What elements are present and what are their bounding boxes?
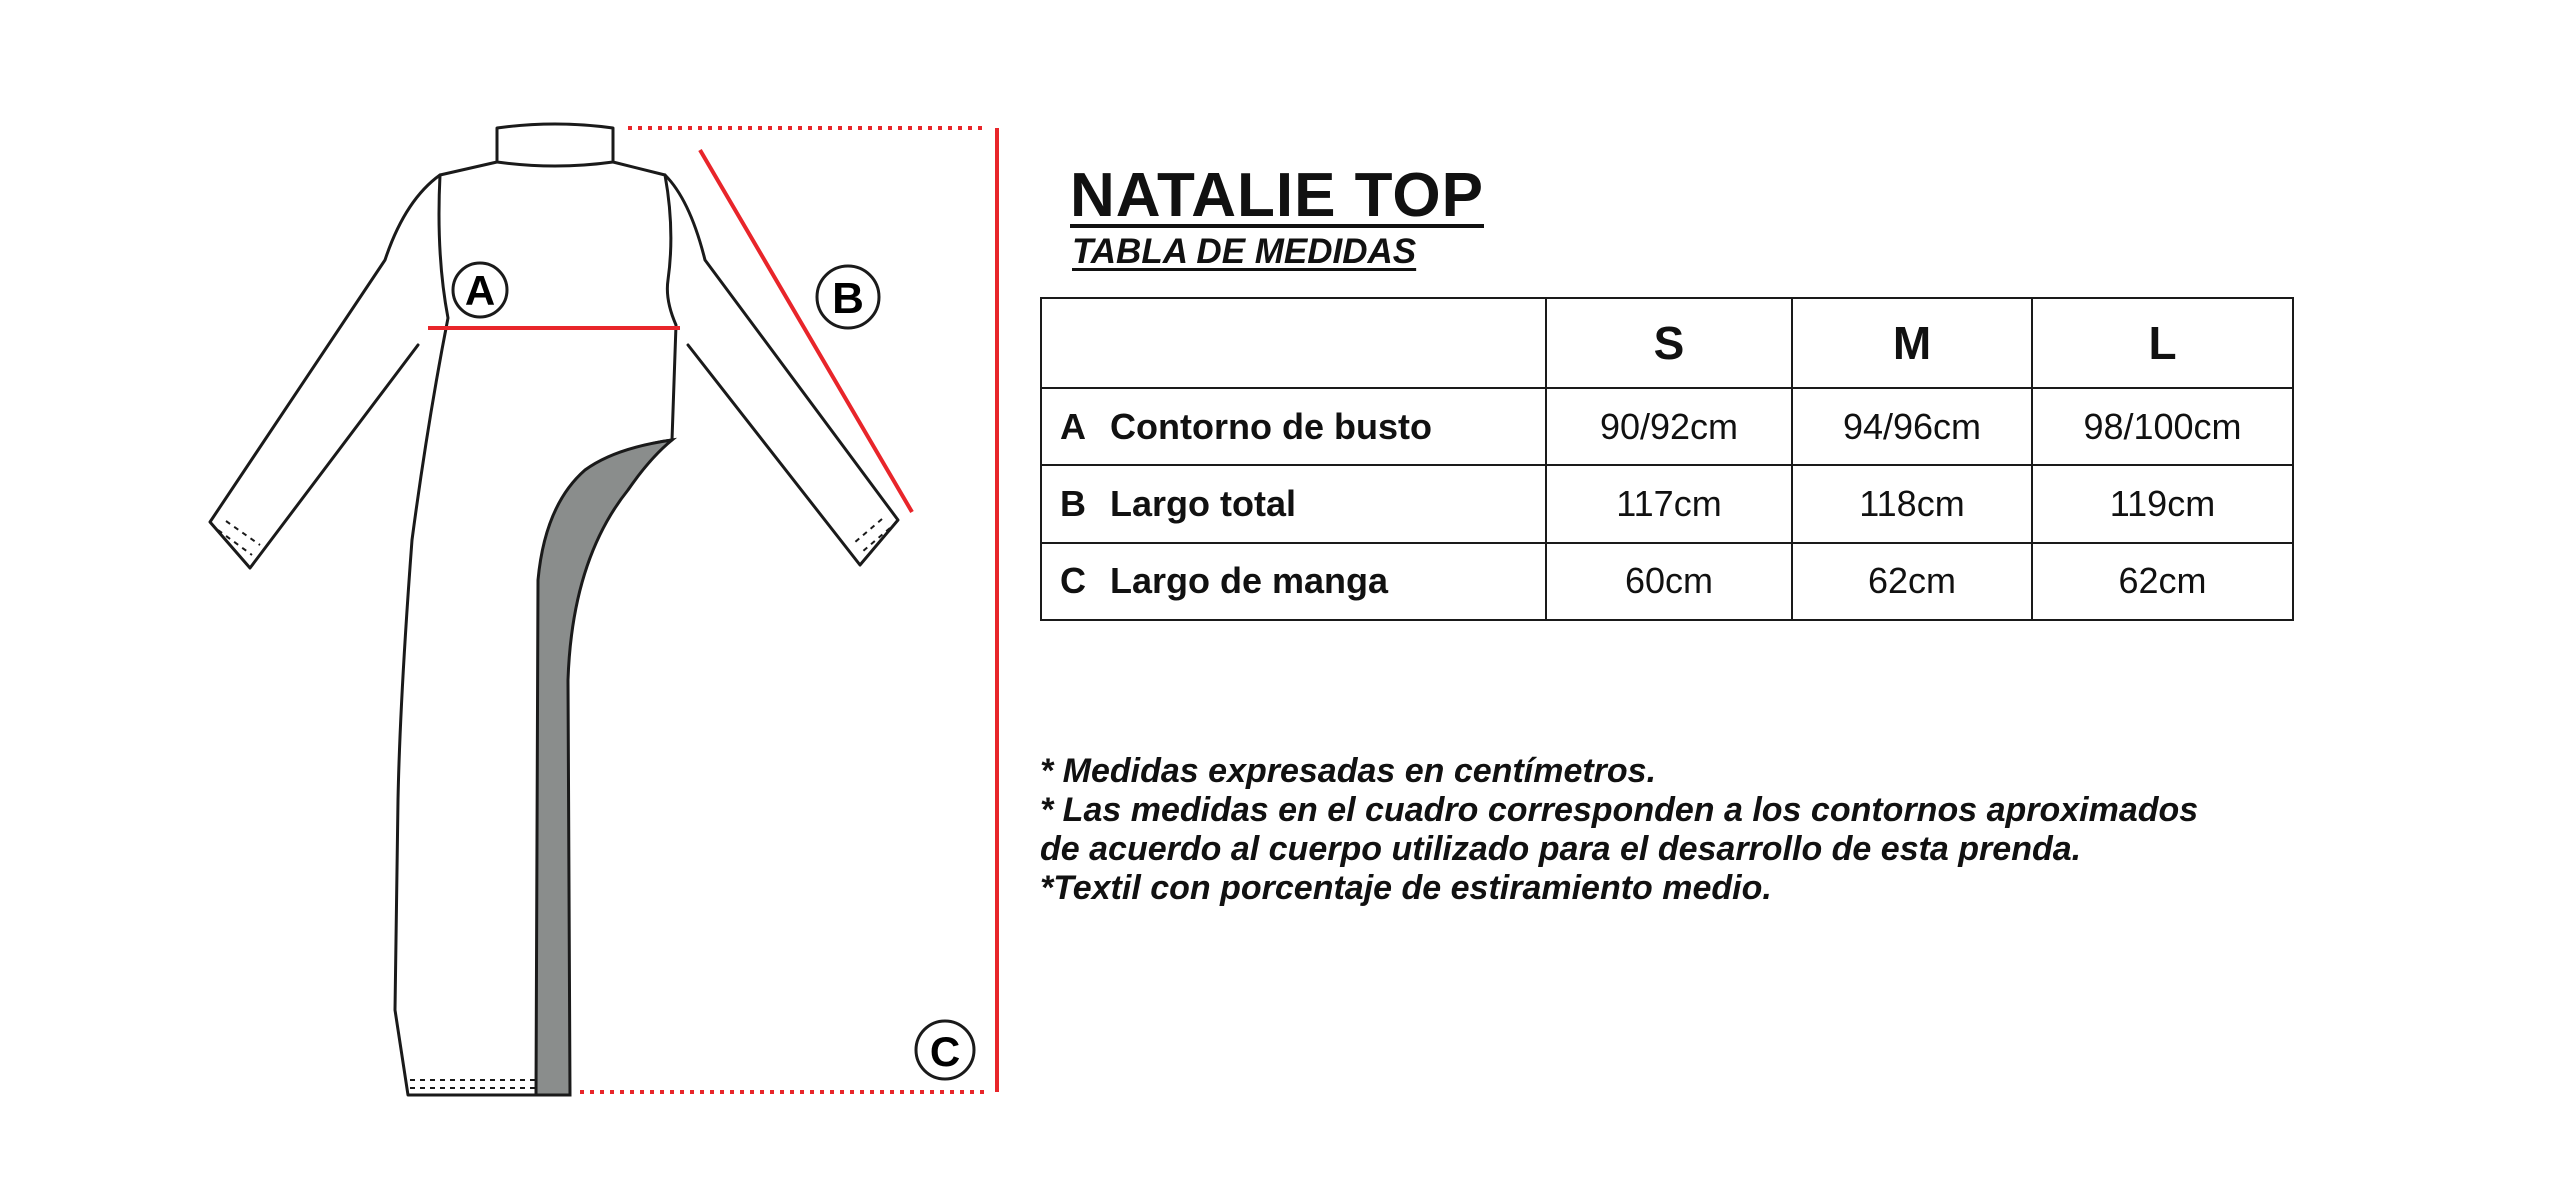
- marker-c: [916, 1021, 974, 1079]
- svg-text:B: B: [832, 274, 864, 323]
- cell-value: 119cm: [2032, 465, 2293, 542]
- collar-outline: [497, 124, 613, 166]
- svg-text:A: A: [464, 267, 496, 314]
- note-line: * Las medidas en el cuadro corresponden a los contornos aproximados de acuerdo al cuerpo utilizado para el desarrollo de esta prenda.: [1040, 791, 2199, 868]
- left-sleeve-outline: [210, 175, 440, 568]
- row-label-text: Largo de manga: [1110, 560, 1389, 602]
- header-size-l: L: [2032, 298, 2293, 388]
- garment-diagram: [0, 0, 1040, 1177]
- marker-b: [817, 266, 879, 328]
- row-label-text: Contorno de busto: [1110, 405, 1432, 447]
- row-letter: B: [1060, 482, 1086, 524]
- slit-panel: [536, 440, 672, 1095]
- header-empty: [1041, 298, 1546, 388]
- cell-value: 62cm: [1792, 543, 2032, 620]
- cell-value: 62cm: [2032, 543, 2293, 620]
- size-header-row: [1041, 298, 2293, 388]
- cell-value: 90/92cm: [1546, 388, 1792, 465]
- note-line: *Textil con porcentaje de estiramiento medio.: [1040, 869, 1772, 907]
- row-label: [1041, 543, 1546, 620]
- note-line: * Medidas expresadas en centímetros.: [1040, 752, 1657, 790]
- table-row: [1041, 543, 2293, 620]
- notes-block: [1040, 752, 2240, 908]
- right-sleeve-outline: [665, 175, 898, 565]
- cell-value: 118cm: [1792, 465, 2032, 542]
- hem-stitch: [410, 1080, 540, 1088]
- cell-value: 98/100cm: [2032, 388, 2293, 465]
- svg-text:C: C: [929, 1028, 961, 1075]
- header-size-m: M: [1792, 298, 2032, 388]
- header-size-s: S: [1546, 298, 1792, 388]
- size-table-subtitle: TABLA DE MEDIDAS: [1072, 232, 1417, 271]
- marker-a: [453, 263, 507, 317]
- row-label: [1041, 388, 1546, 465]
- row-label: [1041, 465, 1546, 542]
- cell-value: 94/96cm: [1792, 388, 2032, 465]
- table-row: [1041, 465, 2293, 542]
- product-title: NATALIE TOP: [1070, 161, 1484, 230]
- size-table: [1040, 297, 2294, 621]
- table-row: [1041, 388, 2293, 465]
- cell-value: 60cm: [1546, 543, 1792, 620]
- cell-value: 117cm: [1546, 465, 1792, 542]
- row-letter: A: [1060, 405, 1086, 447]
- row-letter: C: [1060, 560, 1086, 602]
- measure-line-b: [700, 150, 912, 512]
- row-label-text: Largo total: [1110, 482, 1296, 524]
